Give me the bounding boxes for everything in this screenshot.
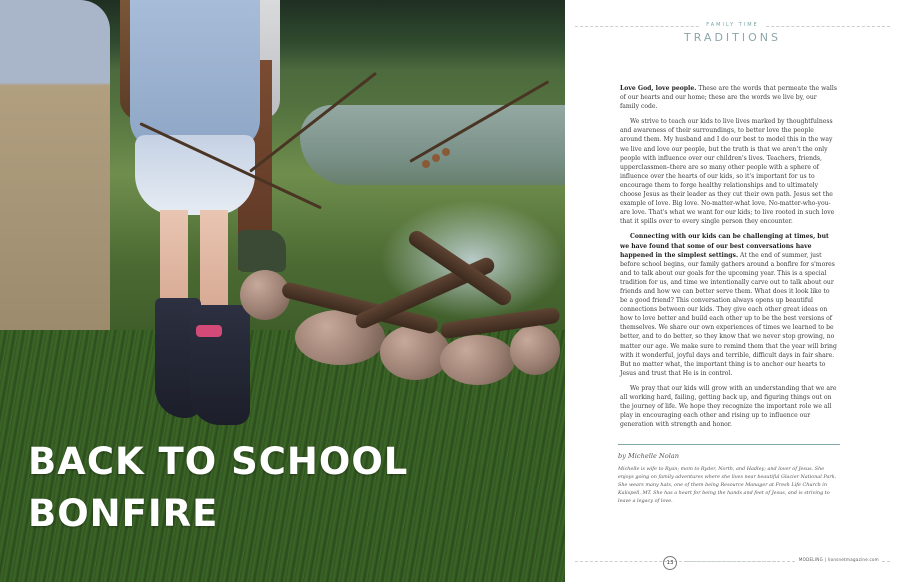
fire-stone [440,335,515,385]
photo-pond [300,105,565,185]
photo-child-leg [200,210,228,310]
author-bio: Michelle is wife to Ryan; mom to Ryder, North, and Hadley; and lover of Jesus. She enjoys going on family adventures where she lives near beautiful Glacier National Park. She wears many hats, one of them being Resource Manager at Fresh Life Church in Kalispell, MT. She has a heart for being the hands and feet of Jesus, and is striving to leave a legacy of love. [618,466,837,505]
paragraph-4: We pray that our kids will grow with an understanding that we are all working hard, failing, getting back up, and figuring things out on the journey of life. We hope they recognize the important role we all play in encouraging each other and rising up to influence our generation with strength and honor. [620,384,837,429]
kicker-text: FAMILY TIME [700,22,764,28]
paragraph-3 [620,232,837,378]
photo-adult-left [0,0,110,330]
photo-child-leg [160,210,188,310]
article-title [28,436,548,540]
marshmallow [422,160,430,168]
marshmallow [432,154,440,162]
paragraph-1-text: These are the words that permeate the walls of our hearts and our home; these are the words we live by, our family code. [620,85,837,111]
article-title-line-2: BONFIRE [28,492,219,535]
section-title: TRADITIONS [684,31,781,44]
article-title-line-1: BACK TO SCHOOL [28,440,409,483]
paragraph-2: We strive to teach our kids to live lives marked by thoughtfulness and awareness of their surroundings, to better love the people around them. My husband and I do our best to model this in the way we live and love our people, but the truth is that we aren't the only people with influence over our children's lives. Teachers, friends, upperclassmen–there are so many other people with a sphere of influence over the hearts of our kids, so it's important for us to encourage them to forge healthy relationships and to ultimately choose Jesus as their leader as they cut their own path. Jesus set the example of love. Big love. No-matter-what love. No-matter-who-you-are love. That's what we want for our kids; to live rooted in such love that it spills over to every single person they encounter. [620,118,835,226]
byline-divider [618,444,840,445]
paragraph-3-lead: Connecting with our kids can be challenging at times, but we have found that some of our best conversations have happened in the simplest settings. [620,233,829,259]
paragraph-3-text: At the end of summer, just before school begins, our family gathers around a bonfire for s'mores and to talk about our goals for the upcoming year. This is a special tradition for us, and time we intentionally carve out to talk about our friends and how we can better serve them. What does it look like to be a good friend? This conversation always opens up beautiful connections between our kids. They give each other great ideas on how to love better and build each other up to be the best versions of themselves. We share our own experiences of times we learned to be better, and to do better, so they know that we never stop growing, no matter our age. We make sure to remind them that the year will bring with it wonderful, joyful days and terrible, difficult days in fair share. But no matter what, the important thing is to anchor our hearts to Jesus and trust that He is in control. [620,251,837,377]
marshmallow [442,148,450,156]
paragraph-1-lead: Love God, love people. [620,85,697,92]
publication-footer: MODELING | lionsnetmagazine.com [796,557,882,562]
text-page [565,0,900,582]
article-body [620,84,837,435]
fire-stone [380,325,450,380]
boot-strap [196,325,222,337]
author-byline: by Michelle Nolan [618,452,679,460]
kicker-label [565,22,900,28]
paragraph-1 [620,84,837,111]
page-number: 13 [663,556,677,570]
fire-stone [510,325,560,375]
photo-firepit [240,230,560,390]
